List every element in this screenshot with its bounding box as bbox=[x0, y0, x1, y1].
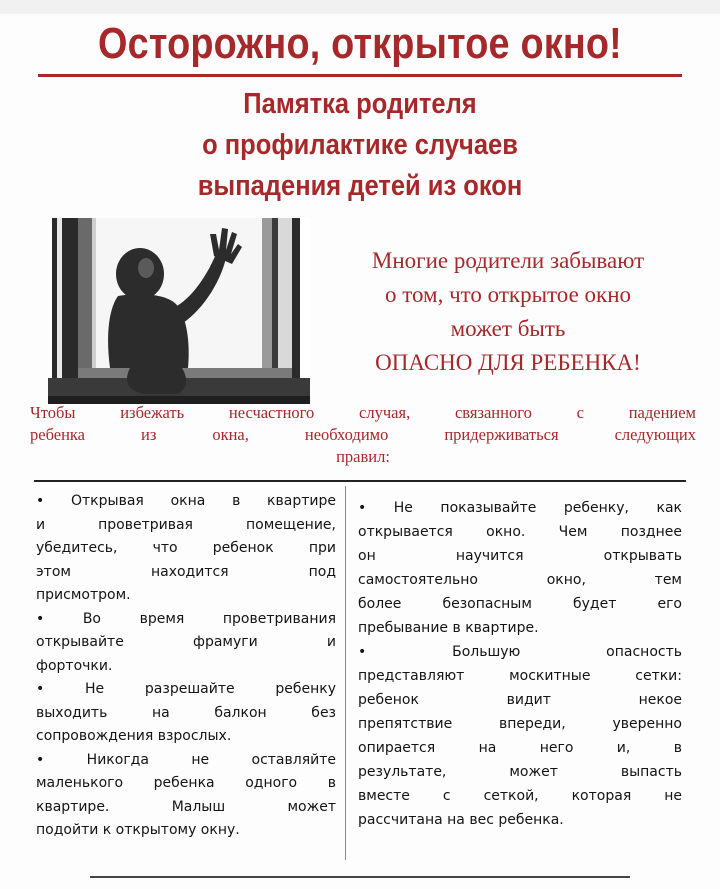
bottom-divider bbox=[90, 876, 630, 878]
title-underline bbox=[38, 74, 682, 77]
rule-line: открывается окно. Чем позднее bbox=[358, 524, 682, 540]
rule-line: присмотром. bbox=[36, 587, 131, 603]
lead-line-4: ОПАСНО ДЛЯ РЕБЕНКА! bbox=[375, 350, 641, 375]
rule-line: более безопасным будет его bbox=[358, 596, 682, 612]
rule-line: самостоятельно окно, тем bbox=[358, 572, 682, 588]
rule-line: подойти к открытому окну. bbox=[36, 822, 240, 838]
lead-warning bbox=[318, 244, 698, 380]
rule-line: препятствие впереди, уверенно bbox=[358, 716, 682, 732]
rule-line: сопровождения взрослых. bbox=[36, 728, 232, 744]
subtitle-line-2: о профилактике случаев bbox=[202, 129, 518, 161]
poster-title: Осторожно, открытое окно! bbox=[98, 19, 622, 68]
rule-line: результате, может выпасть bbox=[358, 764, 682, 780]
rule-line: • Большую опасность bbox=[358, 644, 682, 660]
column-divider bbox=[345, 486, 346, 860]
rule-line: • Не разрешайте ребенку bbox=[36, 681, 336, 697]
rule-line: ребенок видит некое bbox=[358, 692, 682, 708]
child-at-window-photo bbox=[48, 218, 310, 404]
section-divider bbox=[34, 480, 686, 482]
lead-line-3: может быть bbox=[450, 316, 566, 341]
rules-left-column bbox=[36, 490, 336, 843]
rule-line: рассчитана на вес ребенка. bbox=[358, 812, 564, 828]
rule-line: • Во время проветривания bbox=[36, 610, 336, 627]
intro-line-3: правил: bbox=[336, 447, 390, 466]
subtitle-line-3: выпадения детей из окон bbox=[197, 170, 523, 202]
subtitle-line-1: Памятка родителя bbox=[243, 88, 477, 120]
rule-line: маленького ребенка одного в bbox=[36, 775, 336, 791]
rule-line: • Открывая окна в квартире bbox=[36, 493, 336, 509]
rule-line: открывайте фрамуги и bbox=[36, 634, 336, 650]
rule-line: форточки. bbox=[36, 657, 113, 674]
rule-line: выходить на балкон без bbox=[36, 704, 336, 721]
rule-line: и проветривая помещение, bbox=[36, 516, 336, 533]
rule-line: квартире. Малыш может bbox=[36, 798, 336, 815]
rule-line: • Не показывайте ребенку, как bbox=[358, 500, 682, 516]
rule-line: убедитесь, что ребенок при bbox=[36, 540, 336, 556]
rules-right-column bbox=[358, 496, 682, 832]
intro-line-1: Чтобы избежать несчастного случая, связанного с падением bbox=[30, 403, 696, 422]
memo-subtitle bbox=[0, 84, 720, 207]
rule-line: опирается на него и, в bbox=[358, 740, 682, 756]
rule-line: вместе с сеткой, которая не bbox=[358, 788, 682, 804]
intro-line-2: ребенка из окна, необходимо придерживаться следующих bbox=[30, 425, 696, 444]
rule-line: • Никогда не оставляйте bbox=[36, 751, 336, 768]
lead-line-1: Многие родители забывают bbox=[371, 248, 645, 273]
intro-paragraph bbox=[30, 402, 696, 468]
rule-line: он научится открывать bbox=[358, 548, 682, 564]
top-strip bbox=[0, 0, 720, 14]
rule-line: пребывание в квартире. bbox=[358, 620, 539, 636]
rule-line: представляют москитные сетки: bbox=[358, 668, 682, 684]
lead-line-2: о том, что открытое окно bbox=[384, 282, 632, 307]
rule-line: этом находится под bbox=[36, 563, 336, 580]
